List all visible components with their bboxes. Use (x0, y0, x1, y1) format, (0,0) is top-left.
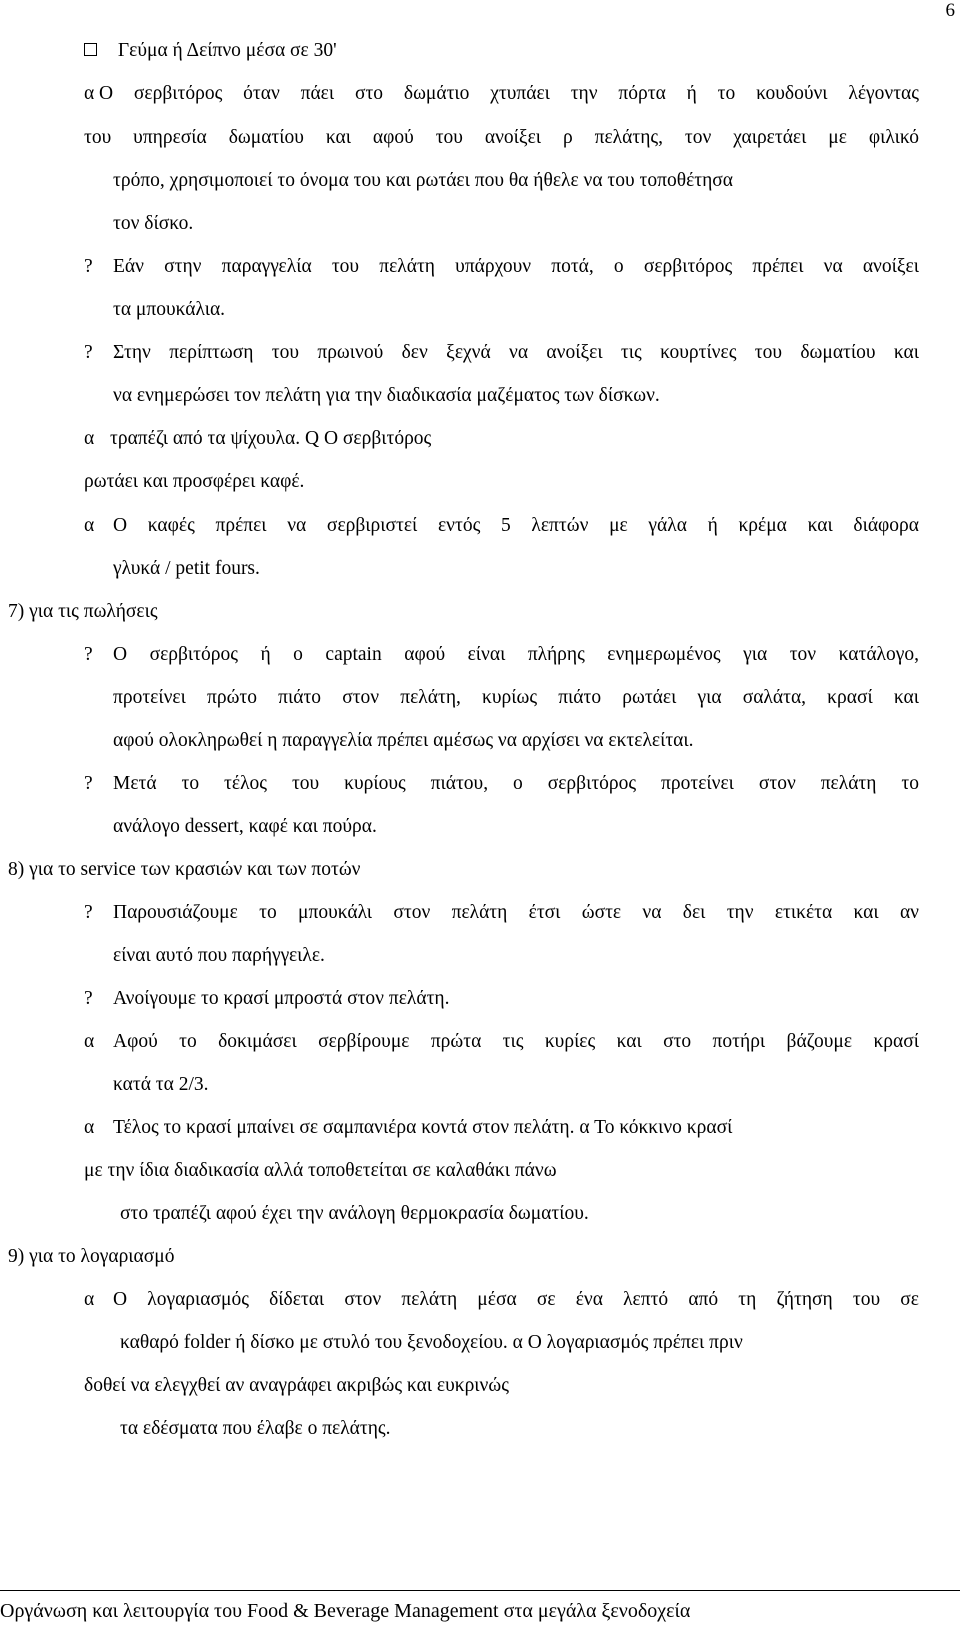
paragraph-line: Παρουσιάζουμε το μπουκάλι στον πελάτη έτσι ώστε να δει την ετικέτα και αν (113, 902, 919, 923)
heading-text: Γεύμα ή Δείπνο μέσα σε 30' (117, 40, 337, 61)
alpha-bullet: α (84, 428, 95, 449)
paragraph-line: του υπηρεσία δωματίου και αφού του ανοίξει ρ πελάτης, τον χαιρετάει με φιλικό (84, 127, 919, 148)
paragraph-line: προτείνει πρώτο πιάτο στον πελάτη, κυρίως πιάτο ρωτάει για σαλάτα, κρασί και (113, 687, 919, 708)
paragraph-line: Ο καφές πρέπει να σερβιριστεί εντός 5 λεπτών με γάλα ή κρέμα και διάφορα (113, 515, 919, 536)
paragraph-line: τραπέζι από τα ψίχουλα. Q Ο σερβιτόρος (110, 428, 432, 449)
paragraph-line: ρωτάει και προσφέρει καφέ. (84, 471, 305, 492)
bullet-line (84, 773, 93, 795)
paragraph-line: τα εδέσματα που έλαβε ο πελάτης. (120, 1418, 391, 1439)
page-number: 6 (945, 0, 955, 21)
bullet-line (84, 1031, 94, 1053)
alpha-bullet: α (84, 83, 95, 104)
alpha-bullet: α (84, 1289, 95, 1310)
footer-divider (0, 1590, 960, 1591)
alpha-bullet: α (84, 515, 95, 536)
bullet-line (84, 83, 94, 105)
paragraph-line: γλυκά / petit fours. (113, 558, 260, 579)
paragraph-line: τρόπο, χρησιμοποιεί το όνομα του και ρωτάει που θα ήθελε να του τοποθέτησα (113, 170, 734, 191)
paragraph-line: Μετά το τέλος του κυρίους πιάτου, ο σερβιτόρος προτείνει στον πελάτη το (113, 773, 919, 794)
bullet-line (84, 902, 93, 924)
paragraph-line: Στην περίπτωση του πρωινού δεν ξεχνά να ανοίξει τις κουρτίνες του δωματίου και (113, 342, 919, 363)
paragraph-line: Ανοίγουμε το κρασί μπροστά στον πελάτη. (113, 988, 450, 1009)
heading-line (84, 40, 337, 62)
paragraph-line: ανάλογο dessert, καφέ και πούρα. (113, 816, 377, 837)
paragraph-line: τον δίσκο. (113, 213, 194, 234)
bullet-line (84, 342, 93, 364)
alpha-bullet: α (84, 1031, 95, 1052)
question-bullet: ? (84, 256, 93, 277)
paragraph-line: Ο σερβιτόρος ή ο captain αφού είναι πλήρης ενημερωμένος για τον κατάλογο, (113, 644, 919, 665)
paragraph-line: καθαρό folder ή δίσκο με στυλό του ξενοδοχείου. α Ο λογαριασμός πρέπει πριν (120, 1332, 743, 1353)
section-heading: 8) για το service των κρασιών και των ποτών (8, 859, 361, 880)
section-heading: 7) για τις πωλήσεις (8, 601, 158, 622)
paragraph-line: Τέλος το κρασί μπαίνει σε σαμπανιέρα κοντά στον πελάτη. α Το κόκκινο κρασί (113, 1117, 733, 1138)
paragraph-line: είναι αυτό που παρήγγειλε. (113, 945, 325, 966)
checkbox-icon (84, 43, 97, 56)
question-bullet: ? (84, 342, 93, 363)
paragraph-line: Ο λογαριασμός δίδεται στον πελάτη μέσα σε ένα λεπτό από τη ζήτηση του σε (113, 1289, 919, 1310)
paragraph-line: τα μπουκάλια. (113, 299, 226, 320)
alpha-bullet: α (84, 1117, 95, 1138)
paragraph-line: Εάν στην παραγγελία του πελάτη υπάρχουν ποτά, ο σερβιτόρος πρέπει να ανοίξει (113, 256, 919, 277)
paragraph-line: Αφού το δοκιμάσει σερβίρουμε πρώτα τις κυρίες και στο ποτήρι βάζουμε κρασί (113, 1031, 919, 1052)
question-bullet: ? (84, 644, 93, 665)
question-bullet: ? (84, 902, 93, 923)
question-bullet: ? (84, 773, 93, 794)
paragraph-line: αφού ολοκληρωθεί η παραγγελία πρέπει αμέσως να αρχίσει να εκτελείται. (113, 730, 694, 751)
bullet-line (84, 988, 93, 1010)
bullet-line (84, 256, 93, 278)
bullet-line (84, 1117, 94, 1139)
paragraph-line: να ενημερώσει τον πελάτη για την διαδικασία μαζέματος των δίσκων. (113, 385, 660, 406)
bullet-line (84, 428, 94, 450)
bullet-line (84, 644, 93, 666)
section-heading: 9) για το λογαριασμό (8, 1246, 175, 1267)
bullet-line (84, 515, 94, 537)
paragraph-line: Ο σερβιτόρος όταν πάει στο δωμάτιο χτυπάει την πόρτα ή το κουδούνι λέγοντας (99, 83, 919, 104)
paragraph-line: κατά τα 2/3. (113, 1074, 209, 1095)
paragraph-line: δοθεί να ελεγχθεί αν αναγράφει ακριβώς και ευκρινώς (84, 1375, 509, 1396)
paragraph-line: με την ίδια διαδικασία αλλά τοποθετείται σε καλαθάκι πάνω (84, 1160, 557, 1181)
bullet-line (84, 1289, 94, 1311)
page-footer: Οργάνωση και λειτουργία του Food & Beverage Management στα μεγάλα ξενοδοχεία (0, 1600, 691, 1622)
question-bullet: ? (84, 988, 93, 1009)
paragraph-line: στο τραπέζι αφού έχει την ανάλογη θερμοκρασία δωματίου. (120, 1203, 589, 1224)
